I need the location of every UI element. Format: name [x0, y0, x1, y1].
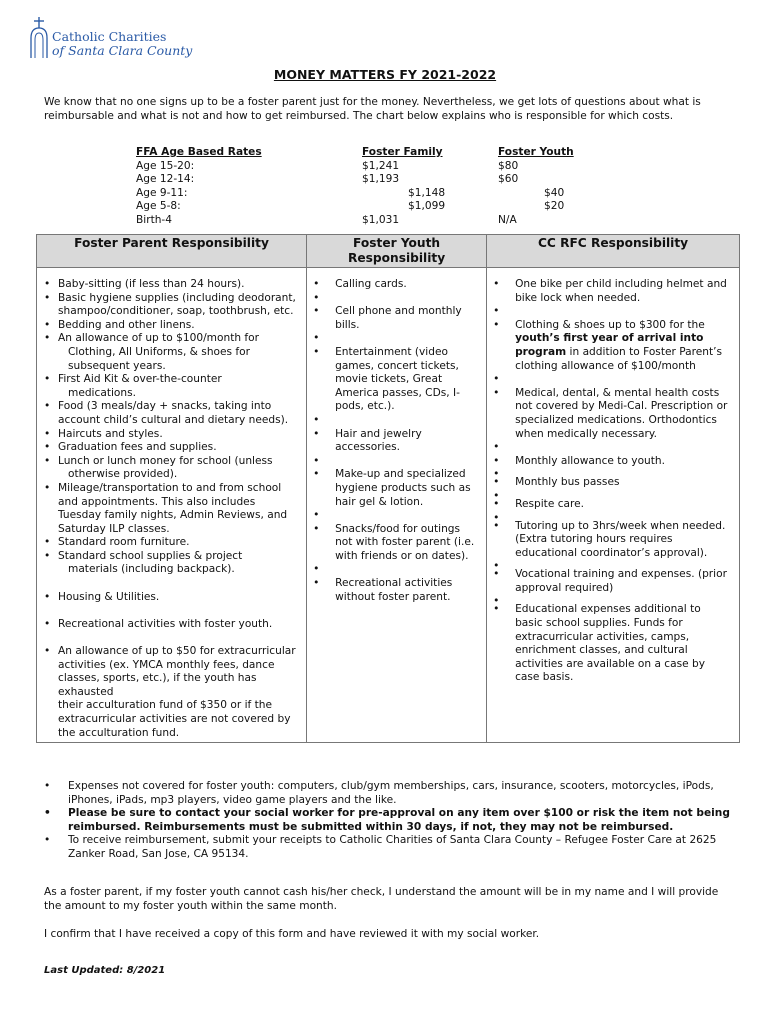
- note-submit: • To receive reimbursement, submit your receipts to Catholic Charities of Santa Clara County – Refugee Foster Care at 2625 Zanker Road, San Jose, CA 95134.: [40, 834, 730, 861]
- rates-age-row: Age 5-8:: [136, 200, 181, 213]
- list-item-emphasis: youth’s first year of arrival into program: [515, 332, 704, 358]
- list-item: [37, 373, 300, 400]
- list-item: • Recreational activities without foster parent.: [307, 577, 480, 604]
- last-updated: Last Updated: 8/2021: [44, 965, 166, 976]
- list-item: • Food (3 meals/day + snacks, taking into account child’s cultural and dietary needs).: [37, 400, 300, 427]
- spacer: [487, 305, 731, 319]
- list-item-text: materials (including backpack).: [68, 563, 235, 576]
- list-item: • Medical, dental, & mental health costs not covered by Medi-Cal. Prescription or specialized medications. Orthodontics when medically necessary.: [487, 387, 731, 441]
- intro-paragraph: We know that no one signs up to be a foster parent just for the money. Nevertheless, we get lots of questions about what is reimbursable and what is not and how to get reimbursed. The chart below explains who is responsible for which costs.: [44, 96, 701, 122]
- list-item: • Make-up and specialized hygiene products such as hair gel & lotion.: [307, 468, 480, 509]
- list-item: • Mileage/transportation to and from school and appointments. This also includes Tuesday family nights, Admin Reviews, and Saturday ILP classes.: [37, 482, 300, 536]
- list-item-text: their acculturation fund of $350 or if the extracurricular activities are not covered by the acculturation fund.: [58, 699, 291, 739]
- rates-family-value: $1,031: [362, 213, 400, 226]
- list-item: • Respite care.: [487, 498, 731, 512]
- spacer: [487, 490, 731, 498]
- list-item: • Graduation fees and supplies.: [37, 441, 300, 455]
- confirm-statement: I confirm that I have received a copy of this form and have reviewed it with my social worker.: [44, 928, 540, 940]
- list-item: [487, 319, 731, 373]
- list-item-text: An allowance of up to $100/month for: [58, 332, 260, 345]
- logo-line-1: Catholic Charities: [52, 29, 167, 44]
- rates-youth-header: Foster Youth: [498, 146, 574, 158]
- spacer: [487, 373, 731, 387]
- rates-youth-column: [498, 146, 588, 228]
- list-item: • Tutoring up to 3hrs/week when needed. (Extra tutoring hours requires educational coordinator’s approval).: [487, 520, 731, 561]
- list-item: [37, 332, 300, 373]
- rates-family-value: $1,099: [408, 200, 446, 213]
- rates-youth-value: $80: [498, 159, 519, 172]
- cc-rfc-cell: [487, 268, 740, 743]
- note-expenses: • Expenses not covered for foster youth: computers, club/gym memberships, cars, insurance, scooters, motorcycles, iPods, iPhones, iPads, mp3 players, video game players and the like.: [40, 780, 730, 807]
- notes-section: [40, 780, 730, 862]
- list-item: • Haircuts and styles.: [37, 428, 300, 442]
- spacer: [307, 332, 480, 346]
- list-item-text: First Aid Kit & over-the-counter: [58, 373, 222, 386]
- rates-youth-value: N/A: [498, 213, 517, 226]
- spacer: [307, 563, 480, 577]
- note-preapproval: • Please be sure to contact your social worker for pre-approval on any item over $100 or risk the item not being reimbursed. Reimbursements must be submitted within 30 days, if not, they may not be reimbursed.: [40, 807, 730, 834]
- spacer: [307, 414, 480, 428]
- list-item: • Cell phone and monthly bills.: [307, 305, 480, 332]
- rates-age-row: Age 9-11:: [136, 186, 188, 199]
- header-foster-youth: Foster Youth Responsibility: [307, 235, 487, 268]
- logo-text: [52, 30, 192, 58]
- rates-age-row: Age 15-20:: [136, 159, 195, 172]
- list-item: • Educational expenses additional to basic school supplies. Funds for extracurricular activities, camps, enrichment classes, and cultural activities are available on a case by case basis.: [487, 603, 731, 685]
- rates-family-value: $1,148: [408, 186, 446, 199]
- list-item-text: Clothing, All Uniforms, & shoes for subsequent years.: [68, 345, 250, 372]
- list-item: • Monthly allowance to youth.: [487, 455, 731, 469]
- spacer: [307, 509, 480, 523]
- list-item-text: • An allowance of up to $50 for extracurricular activities (ex. YMCA monthly fees, dance classes, sports, etc.), if the youth has exhausted: [58, 645, 296, 698]
- list-item: • Monthly bus passes: [487, 476, 731, 490]
- foster-parent-cell: [37, 268, 307, 743]
- spacer: [487, 560, 731, 568]
- list-item: • Basic hygiene supplies (including deodorant, shampoo/conditioner, soap, toothbrush, etc.: [37, 292, 300, 319]
- list-item-text: Standard school supplies & project: [58, 549, 243, 562]
- responsibility-table: [36, 234, 740, 743]
- table-header-row: [37, 235, 740, 268]
- list-item: • Standard room furniture.: [37, 536, 300, 550]
- list-item: • One bike per child including helmet and bike lock when needed.: [487, 278, 731, 305]
- list-item-text: in addition to Foster Parent’s clothing allowance of $100/month: [515, 345, 723, 372]
- rates-family-header: Foster Family: [362, 146, 443, 158]
- list-item: • Baby-sitting (if less than 24 hours).: [37, 278, 300, 292]
- list-item-text: Lunch or lunch money for school (unless: [58, 454, 273, 467]
- rates-age-row: Birth-4: [136, 213, 172, 226]
- rates-youth-value: $60: [498, 173, 519, 186]
- list-item: • Snacks/food for outings not with foster parent (i.e. with friends or on dates).: [307, 523, 480, 564]
- list-item-text: Clothing & shoes up to $300 for the: [515, 318, 705, 331]
- list-item: • Bedding and other linens.: [37, 319, 300, 333]
- rates-age-row: Age 12-14:: [136, 173, 195, 186]
- spacer: [487, 468, 731, 476]
- foster-statement: As a foster parent, if my foster youth cannot cash his/her check, I understand the amount will be in my name and I will provide the amount to my foster youth within the same month.: [44, 886, 719, 912]
- list-item: [37, 455, 300, 482]
- list-item: • Entertainment (video games, concert tickets, movie tickets, Great America passes, CDs, I-pods, etc.).: [307, 346, 480, 414]
- spacer: [487, 512, 731, 520]
- header-cc-rfc: CC RFC Responsibility: [487, 235, 740, 268]
- list-item-text: medications.: [68, 386, 137, 399]
- spacer: [487, 441, 731, 455]
- rates-youth-value: $20: [544, 200, 565, 213]
- rates-age-header: FFA Age Based Rates: [136, 146, 262, 158]
- list-item: [37, 645, 300, 740]
- rates-family-value: $1,241: [362, 159, 400, 172]
- list-item: • Vocational training and expenses. (prior approval required): [487, 568, 731, 595]
- page-title: MONEY MATTERS FY 2021-2022: [273, 67, 497, 82]
- header-foster-parent: Foster Parent Responsibility: [37, 235, 307, 268]
- list-item-text: otherwise provided).: [68, 468, 178, 481]
- list-item: • Housing & Utilities.: [37, 591, 300, 605]
- rates-family-column: [362, 146, 462, 228]
- list-item: • Recreational activities with foster youth.: [37, 618, 300, 632]
- table-row: [37, 268, 740, 743]
- spacer: [307, 455, 480, 469]
- spacer: [487, 595, 731, 603]
- rates-age-column: [136, 146, 262, 228]
- list-item: [37, 550, 300, 577]
- list-item: • Calling cards.: [307, 278, 480, 292]
- foster-youth-cell: [307, 268, 487, 743]
- logo-line-2: of Santa Clara County: [52, 43, 193, 58]
- rates-youth-value: $40: [544, 186, 565, 199]
- rates-family-value: $1,193: [362, 173, 400, 186]
- spacer: [307, 292, 480, 306]
- list-item: • Hair and jewelry accessories.: [307, 428, 480, 455]
- cross-arch-logo-icon: [28, 16, 50, 60]
